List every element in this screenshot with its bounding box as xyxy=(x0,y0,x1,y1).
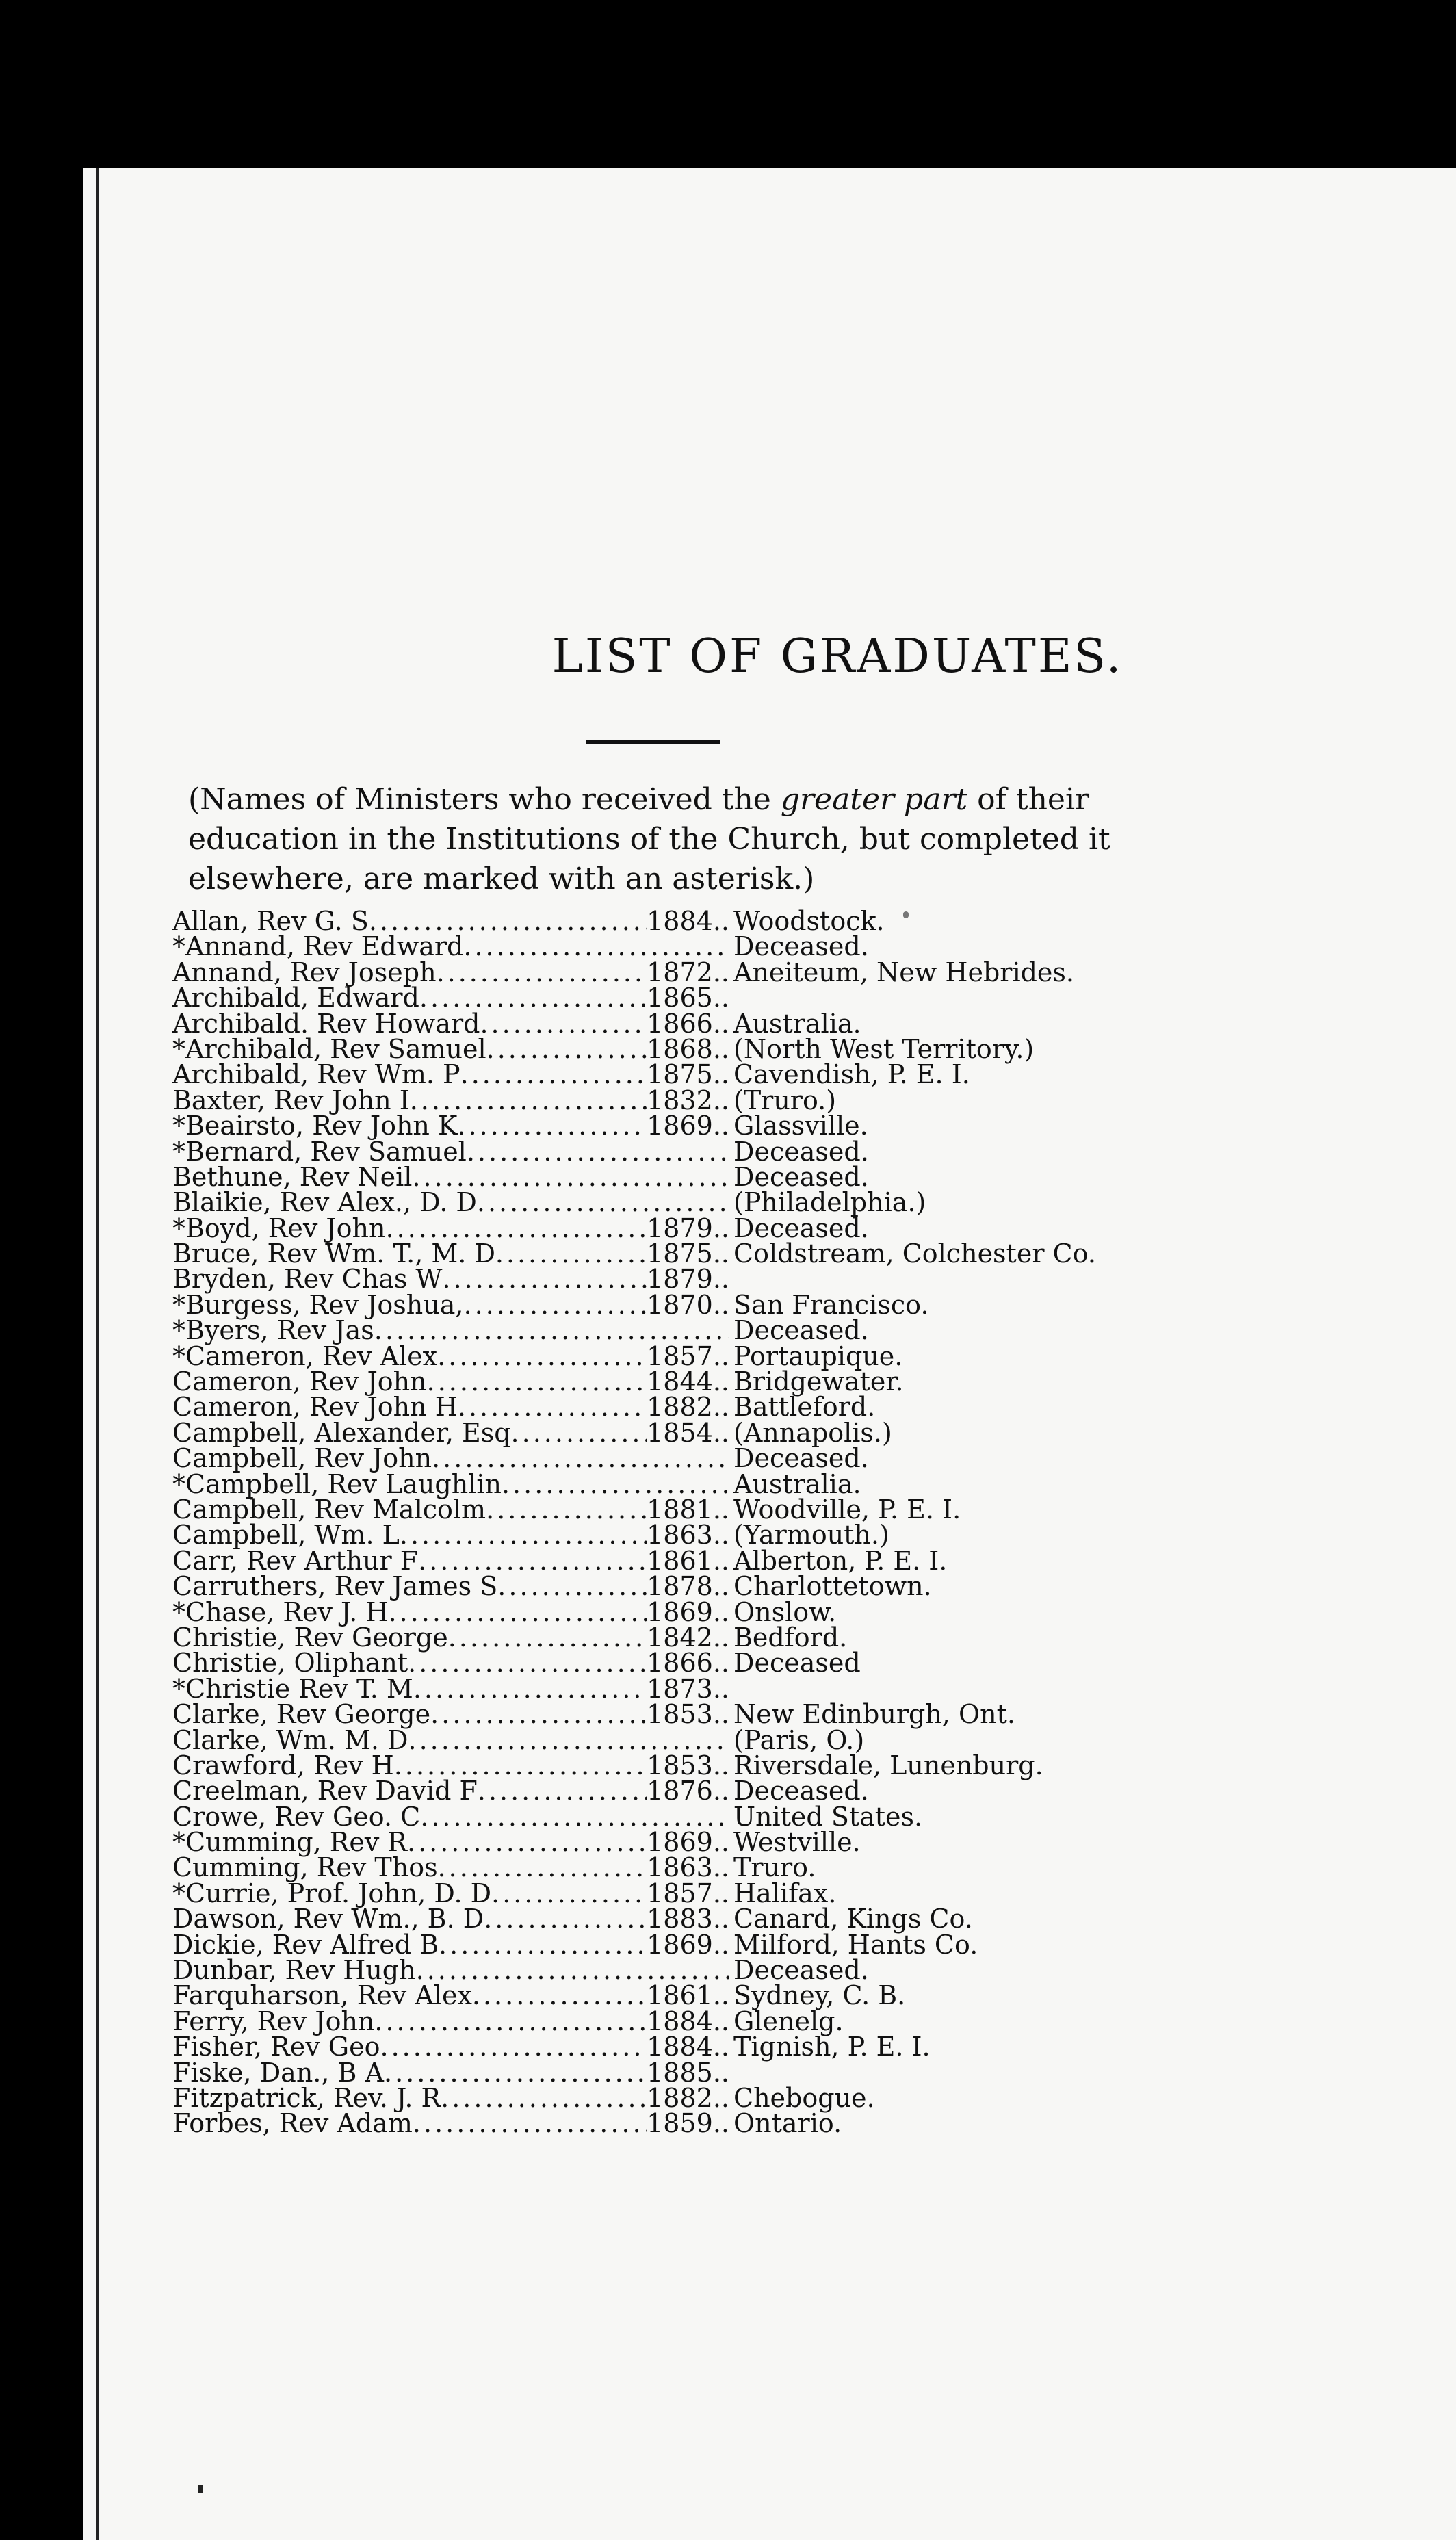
graduate-place: (Truro.) xyxy=(733,1085,837,1115)
list-item xyxy=(172,1213,1295,1243)
graduate-name: *Campbell, Rev Laughlin xyxy=(172,1468,502,1499)
graduation-year: 1881.. xyxy=(647,1494,729,1525)
title-rule xyxy=(586,740,720,744)
graduate-place: Woodville, P. E. I. xyxy=(733,1494,961,1525)
leader-dots xyxy=(427,1369,647,1395)
graduate-name: Bryden, Rev Chas W xyxy=(172,1264,443,1295)
graduate-place: Alberton, P. E. I. xyxy=(733,1545,948,1576)
graduation-year: 1857.. xyxy=(647,1340,729,1371)
list-item xyxy=(172,2108,1295,2139)
graduate-name: Campbell, Rev Malcolm xyxy=(172,1494,486,1525)
graduate-name: *Burgess, Rev Joshua, xyxy=(172,1289,464,1320)
leader-dots xyxy=(457,1113,647,1139)
graduate-place xyxy=(729,985,1295,1011)
leader-dots xyxy=(419,985,647,1011)
graduate-place: Aneiteum, New Hebrides. xyxy=(733,957,1074,987)
graduate-name: *Bernard, Rev Samuel xyxy=(172,1136,467,1167)
graduate-place: Milford, Hants Co. xyxy=(733,1929,978,1960)
intro-paragraph xyxy=(188,780,1119,899)
list-item xyxy=(172,1033,1295,1064)
graduation-year: 1869.. xyxy=(647,1929,729,1960)
leader-dots xyxy=(502,1472,729,1497)
graduate-place: Deceased xyxy=(733,1648,861,1679)
graduate-name: Forbes, Rev Adam xyxy=(172,2108,413,2139)
leader-dots xyxy=(418,1548,647,1574)
graduate-name: Baxter, Rev John I xyxy=(172,1085,410,1115)
graduation-year: 1857.. xyxy=(647,1878,729,1908)
graduate-place: (Paris, O.) xyxy=(733,1724,865,1755)
leader-dots xyxy=(478,1778,647,1804)
leader-dots xyxy=(463,1293,647,1318)
graduate-place: Halifax. xyxy=(733,1878,837,1908)
graduation-year: 1861.. xyxy=(647,1980,729,2011)
list-item xyxy=(172,1827,1295,1858)
list-item xyxy=(172,1443,1295,1474)
leader-dots xyxy=(389,1600,647,1625)
graduate-name: Farquharson, Rev Alex xyxy=(172,1980,472,2011)
list-item xyxy=(172,1113,1295,1139)
leader-dots xyxy=(486,1037,647,1062)
graduate-name: *Beairsto, Rev John K xyxy=(172,1111,458,1141)
leader-dots xyxy=(486,1497,647,1522)
leader-dots xyxy=(413,2111,647,2136)
graduate-place: Battleford. xyxy=(733,1392,876,1423)
graduate-name: *Cumming, Rev R xyxy=(172,1827,407,1858)
graduate-place: (Yarmouth.) xyxy=(733,1520,889,1551)
graduate-name: Fisher, Rev Geo xyxy=(172,2032,380,2062)
graduate-name: Fiske, Dan., B A xyxy=(172,2057,384,2088)
leader-dots xyxy=(400,1522,647,1548)
graduate-name: Carruthers, Rev James S xyxy=(172,1571,498,1602)
graduation-year: 1853.. xyxy=(647,1750,729,1780)
graduate-place: Cavendish, P. E. I. xyxy=(733,1059,970,1090)
graduation-year: 1879.. xyxy=(647,1264,729,1295)
graduate-name: Creelman, Rev David F xyxy=(172,1776,478,1806)
leader-dots xyxy=(448,1625,647,1650)
graduate-name: Christie, Rev George xyxy=(172,1622,448,1653)
graduate-name: Clarke, Rev George xyxy=(172,1699,431,1730)
graduation-year: 1866.. xyxy=(647,1008,729,1039)
graduation-year: 1883.. xyxy=(647,1904,729,1934)
graduate-name: Blaikie, Rev Alex., D. D xyxy=(172,1187,477,1218)
graduate-name: Archibald, Edward xyxy=(172,983,419,1013)
graduate-place: Australia. xyxy=(733,1008,861,1039)
list-item xyxy=(172,1187,1295,1218)
list-item xyxy=(172,1494,1295,1525)
graduate-place: (Philadelphia.) xyxy=(733,1187,926,1218)
graduation-year: 1876.. xyxy=(647,1776,729,1806)
list-item xyxy=(172,1673,1295,1704)
graduate-name: Cameron, Rev John H xyxy=(172,1392,458,1423)
graduate-place: Deceased. xyxy=(733,1776,869,1806)
graduation-year: 1885.. xyxy=(647,2057,729,2088)
list-item xyxy=(172,1801,1295,1832)
leader-dots xyxy=(420,1804,729,1830)
leader-dots xyxy=(511,1421,647,1446)
graduate-place xyxy=(729,1676,1295,1702)
graduation-year: 1853.. xyxy=(647,1699,729,1730)
graduate-name: Archibald, Rev Wm. P xyxy=(172,1059,460,1090)
graduate-place: Deceased. xyxy=(733,1315,869,1346)
leader-dots xyxy=(484,1906,647,1932)
graduate-name: Campbell, Rev John xyxy=(172,1443,432,1474)
leader-dots xyxy=(472,1983,647,2008)
leader-dots xyxy=(437,960,647,985)
graduate-name: Allan, Rev G. S xyxy=(172,906,369,936)
leader-dots xyxy=(438,1855,647,1880)
graduate-place: United States. xyxy=(733,1801,923,1832)
graduate-place: Charlottetown. xyxy=(733,1571,932,1602)
list-item xyxy=(172,1724,1295,1755)
leader-dots xyxy=(380,2034,647,2060)
list-item xyxy=(172,1878,1295,1908)
leader-dots xyxy=(407,1830,647,1855)
graduate-name: Fitzpatrick, Rev. J. R xyxy=(172,2082,441,2113)
graduate-place: Glassville. xyxy=(733,1111,868,1141)
leader-dots xyxy=(413,1676,647,1702)
graduate-place: Australia. xyxy=(733,1468,861,1499)
list-item xyxy=(172,1417,1295,1448)
graduation-year: 1861.. xyxy=(647,1545,729,1576)
graduate-name: *Annand, Rev Edward xyxy=(172,931,464,962)
list-item xyxy=(172,957,1295,987)
list-item xyxy=(172,1699,1295,1730)
graduate-name: Bruce, Rev Wm. T., M. D xyxy=(172,1239,495,1269)
graduate-name: *Byers, Rev Jas xyxy=(172,1315,374,1346)
graduate-place: San Francisco. xyxy=(733,1289,929,1320)
graduate-name: Dawson, Rev Wm., B. D xyxy=(172,1904,484,1934)
graduation-year: 1879.. xyxy=(647,1213,729,1243)
graduate-name: Annand, Rev Joseph xyxy=(172,957,437,987)
list-item xyxy=(172,1648,1295,1679)
list-item xyxy=(172,1468,1295,1499)
graduate-name: *Christie Rev T. M xyxy=(172,1673,413,1704)
graduation-year: 1875.. xyxy=(647,1059,729,1090)
graduate-place: Truro. xyxy=(733,1852,816,1883)
graduate-name: Campbell, Alexander, Esq xyxy=(172,1417,511,1448)
leader-dots xyxy=(408,1728,729,1753)
graduate-place: Westville. xyxy=(733,1827,861,1858)
graduate-name: *Boyd, Rev John xyxy=(172,1213,386,1243)
leader-dots xyxy=(437,1344,647,1369)
leader-dots xyxy=(416,1958,729,1983)
graduate-place: Canard, Kings Co. xyxy=(733,1904,973,1934)
intro-italic-phrase: greater part xyxy=(780,782,968,817)
graduate-name: Dunbar, Rev Hugh xyxy=(172,1955,416,1986)
graduation-year: 1873.. xyxy=(647,1673,729,1704)
list-item xyxy=(172,1778,1295,1804)
intro-text-start: (Names of Ministers who received the xyxy=(188,782,781,817)
graduate-name: Ferry, Rev John xyxy=(172,2006,375,2036)
leader-dots xyxy=(408,1650,647,1676)
graduate-place: (North West Territory.) xyxy=(733,1033,1035,1064)
graduation-year: 1882.. xyxy=(647,1392,729,1423)
leader-dots xyxy=(394,1753,647,1778)
list-item xyxy=(172,1085,1295,1115)
graduate-place: Sydney, C. B. xyxy=(733,1980,906,2011)
graduate-place: Deceased. xyxy=(733,1136,869,1167)
leader-dots xyxy=(385,1216,647,1241)
list-item xyxy=(172,1520,1295,1551)
leader-dots xyxy=(439,1932,647,1958)
graduation-year: 1866.. xyxy=(647,1648,729,1679)
leader-dots xyxy=(374,2009,647,2034)
graduation-year: 1842.. xyxy=(647,1622,729,1653)
graduate-place xyxy=(729,1267,1295,1292)
list-item xyxy=(172,1545,1295,1576)
graduate-place: Coldstream, Colchester Co. xyxy=(733,1239,1096,1269)
graduate-place: Bridgewater. xyxy=(733,1366,904,1397)
graduate-name: Carr, Rev Arthur F xyxy=(172,1545,419,1576)
list-item xyxy=(172,2006,1295,2036)
leader-dots xyxy=(432,1446,729,1471)
graduation-year: 1882.. xyxy=(647,2082,729,2113)
list-item xyxy=(172,931,1295,962)
list-item xyxy=(172,1008,1295,1039)
list-item xyxy=(172,906,1295,936)
graduation-year: 1884.. xyxy=(647,2032,729,2062)
graduate-place: Deceased. xyxy=(733,1443,869,1474)
list-item xyxy=(172,1622,1295,1653)
graduate-name: *Currie, Prof. John, D. D xyxy=(172,1878,492,1908)
list-item xyxy=(172,1852,1295,1883)
graduation-year: 1859.. xyxy=(647,2108,729,2139)
graduation-year: 1863.. xyxy=(647,1852,729,1883)
page-gutter-edge xyxy=(74,168,83,2540)
graduate-place: Portaupique. xyxy=(733,1340,903,1371)
list-item xyxy=(172,1366,1295,1397)
graduation-year: 1869.. xyxy=(647,1827,729,1858)
graduation-year: 1869.. xyxy=(647,1111,729,1141)
graduation-year: 1875.. xyxy=(647,1239,729,1269)
graduate-name: Cameron, Rev John xyxy=(172,1366,427,1397)
graduate-place: New Edinburgh, Ont. xyxy=(733,1699,1015,1730)
graduation-year: 1868.. xyxy=(647,1033,729,1064)
graduate-place: Deceased. xyxy=(733,1161,869,1192)
leader-dots xyxy=(491,1881,647,1906)
list-item xyxy=(172,1161,1295,1192)
list-item xyxy=(172,2082,1295,2113)
graduate-list xyxy=(172,906,1295,2139)
graduation-year: 1878.. xyxy=(647,1571,729,1602)
list-item xyxy=(172,1750,1295,1780)
leader-dots xyxy=(374,1318,729,1343)
graduate-name: *Chase, Rev J. H xyxy=(172,1596,389,1627)
leader-dots xyxy=(384,2060,647,2086)
graduate-name: Christie, Oliphant xyxy=(172,1648,408,1679)
list-item xyxy=(172,1059,1295,1090)
list-item xyxy=(172,2057,1295,2088)
leader-dots xyxy=(463,934,729,959)
leader-dots xyxy=(410,1088,647,1113)
graduate-place: Riversdale, Lunenburg. xyxy=(733,1750,1043,1780)
graduate-name: *Archibald, Rev Samuel xyxy=(172,1033,486,1064)
list-item xyxy=(172,1392,1295,1423)
list-item xyxy=(172,1906,1295,1932)
graduate-place: Bedford. xyxy=(733,1622,848,1653)
graduate-name: Bethune, Rev Neil xyxy=(172,1161,413,1192)
graduate-place: Tignish, P. E. I. xyxy=(733,2032,931,2062)
graduate-name: *Cameron, Rev Alex xyxy=(172,1340,438,1371)
leader-dots xyxy=(443,1267,647,1292)
graduate-place xyxy=(729,2060,1295,2086)
graduate-place: Woodstock. xyxy=(733,906,885,936)
leader-dots xyxy=(480,1011,647,1037)
list-item xyxy=(172,1340,1295,1371)
list-item xyxy=(172,1315,1295,1346)
list-item xyxy=(172,1596,1295,1627)
leader-dots xyxy=(430,1702,647,1727)
page-title: LIST OF GRADUATES. xyxy=(551,630,1123,684)
list-item xyxy=(172,1571,1295,1602)
leader-dots xyxy=(441,2086,647,2111)
list-item xyxy=(172,1980,1295,2011)
graduation-year: 1863.. xyxy=(647,1520,729,1551)
graduate-place: Deceased. xyxy=(733,1955,869,1986)
list-item xyxy=(172,1136,1295,1167)
graduate-name: Archibald. Rev Howard xyxy=(172,1008,480,1039)
leader-dots xyxy=(477,1190,729,1215)
leader-dots xyxy=(460,1062,647,1087)
leader-dots xyxy=(497,1574,647,1599)
ink-speck xyxy=(198,2485,203,2493)
graduation-year: 1865.. xyxy=(647,983,729,1013)
graduate-place: (Annapolis.) xyxy=(733,1417,892,1448)
leader-dots xyxy=(412,1165,729,1190)
graduation-year: 1884.. xyxy=(647,2006,729,2036)
graduation-year: 1872.. xyxy=(647,957,729,987)
graduate-name: Crowe, Rev Geo. C xyxy=(172,1801,421,1832)
list-item xyxy=(172,1929,1295,1960)
graduation-year: 1870.. xyxy=(647,1289,729,1320)
graduation-year: 1884.. xyxy=(647,906,729,936)
graduate-place: Deceased. xyxy=(733,1213,869,1243)
leader-dots xyxy=(495,1241,647,1267)
list-item xyxy=(172,2034,1295,2060)
graduate-name: Dickie, Rev Alfred B xyxy=(172,1929,439,1960)
intro-text-end: of their education in the Institutions of the Church, but completed it elsewhere, are marked with an asterisk.) xyxy=(188,782,1110,896)
graduate-place: Onslow. xyxy=(733,1596,837,1627)
list-item xyxy=(172,985,1295,1011)
graduate-place: Chebogue. xyxy=(733,2082,875,2113)
graduate-name: Clarke, Wm. M. D xyxy=(172,1724,408,1755)
graduate-place: Glenelg. xyxy=(733,2006,844,2036)
page-gutter-rule xyxy=(96,168,99,2540)
leader-dots xyxy=(467,1139,729,1165)
graduate-place: Deceased. xyxy=(733,931,869,962)
graduation-year: 1844.. xyxy=(647,1366,729,1397)
graduation-year: 1869.. xyxy=(647,1596,729,1627)
list-item xyxy=(172,1955,1295,1986)
graduate-name: Campbell, Wm. L xyxy=(172,1520,400,1551)
list-item xyxy=(172,1289,1295,1320)
list-item xyxy=(172,1264,1295,1295)
leader-dots xyxy=(369,909,647,934)
leader-dots xyxy=(458,1395,647,1420)
graduate-name: Crawford, Rev H xyxy=(172,1750,394,1780)
graduation-year: 1832.. xyxy=(647,1085,729,1115)
list-item xyxy=(172,1241,1295,1267)
graduation-year: 1854.. xyxy=(647,1417,729,1448)
graduate-name: Cumming, Rev Thos xyxy=(172,1852,438,1883)
graduate-place: Ontario. xyxy=(733,2108,842,2139)
